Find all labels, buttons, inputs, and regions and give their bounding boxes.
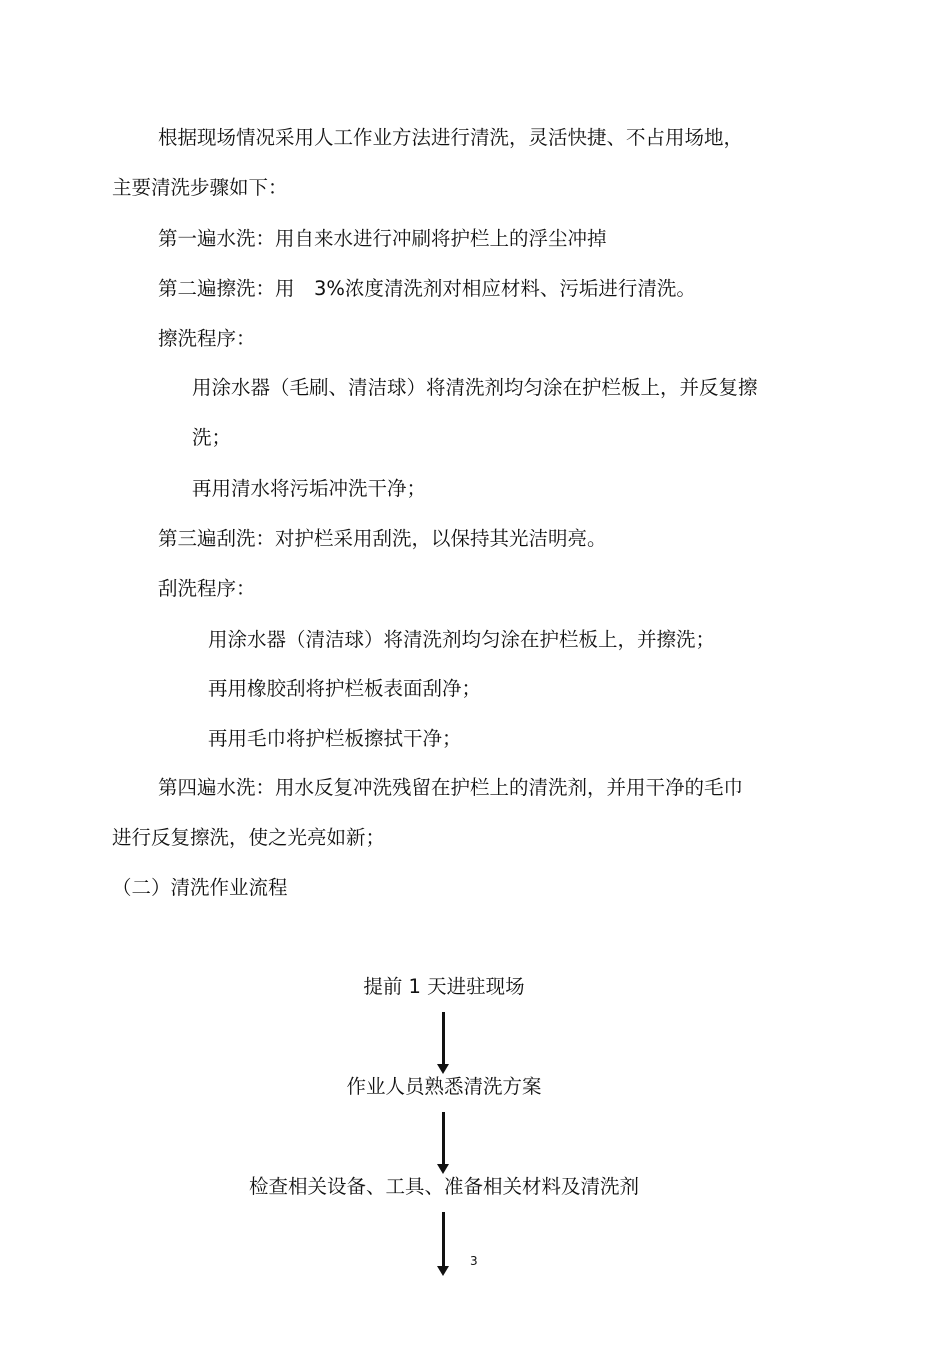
paragraph-line: 用涂水器（清洁球）将清洗剂均匀涂在护栏板上，并擦洗； — [208, 628, 716, 651]
paragraph-line: 再用毛巾将护栏板擦拭干净； — [208, 727, 462, 750]
flow-step: 检查相关设备、工具、准备相关材料及清洗剂 — [248, 1175, 639, 1198]
paragraph-line: 第一遍水洗：用自来水进行冲刷将护栏上的浮尘冲掉 — [158, 227, 607, 250]
paragraph-line: 进行反复擦洗，使之光亮如新； — [112, 826, 386, 849]
flow-step: 作业人员熟悉清洗方案 — [346, 1075, 542, 1098]
paragraph-line: 刮洗程序： — [158, 577, 256, 600]
paragraph-line: 再用清水将污垢冲洗干净； — [192, 477, 427, 500]
section-heading: （二）清洗作业流程 — [112, 876, 288, 899]
paragraph-line: 用涂水器（毛刷、清洁球）将清洗剂均匀涂在护栏板上，并反复擦 — [192, 376, 758, 399]
paragraph-line: 主要清洗步骤如下： — [112, 176, 288, 199]
paragraph-line: 第二遍擦洗：用 3%浓度清洗剂对相应材料、污垢进行清洗。 — [158, 277, 696, 300]
down-arrow-icon — [442, 1112, 445, 1166]
down-arrow-icon — [442, 1212, 445, 1268]
flow-step: 提前 1 天进驻现场 — [363, 975, 525, 998]
paragraph-line: 再用橡胶刮将护栏板表面刮净； — [208, 677, 482, 700]
page-number: 3 — [470, 1254, 478, 1268]
paragraph-line: 第三遍刮洗：对护栏采用刮洗，以保持其光洁明亮。 — [158, 527, 607, 550]
down-arrow-icon — [442, 1012, 445, 1066]
paragraph-line: 擦洗程序： — [158, 327, 256, 350]
paragraph-line: 洗； — [192, 426, 232, 449]
paragraph-line: 根据现场情况采用人工作业方法进行清洗，灵活快捷、不占用场地， — [158, 126, 744, 149]
paragraph-line: 第四遍水洗：用水反复冲洗残留在护栏上的清洗剂，并用干净的毛巾 — [158, 776, 744, 799]
